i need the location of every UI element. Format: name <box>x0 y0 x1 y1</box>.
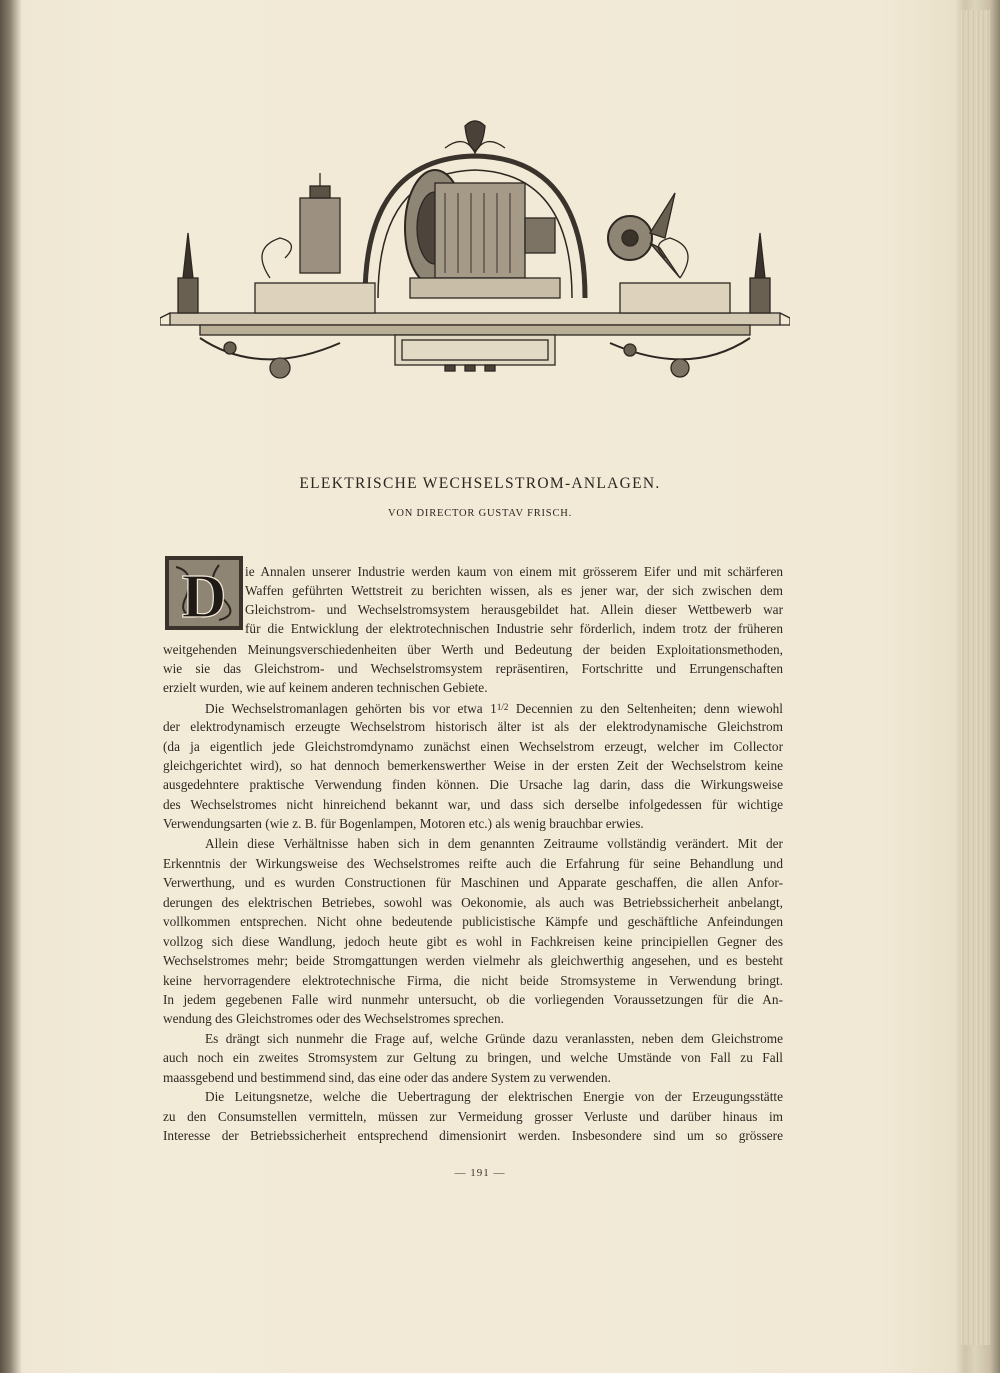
text-line <box>205 699 783 717</box>
article-title: ELEKTRISCHE WECHSELSTROM-ANLAGEN. <box>299 475 661 492</box>
text-line: weitgehenden Meinungsverschiedenheiten über Werth und Bedeutung der beiden Exploitationsmethoden, <box>163 642 783 657</box>
text-line: In jedem gegebenen Falle wird nunmehr untersucht, ob die vorliegenden Voraussetzungen für die An- <box>163 992 783 1007</box>
text-line: maassgebend und bestimmend sind, das eine oder das andere System zu verwenden. <box>163 1070 611 1085</box>
text-line: ie Annalen unserer Industrie werden kaum von einem mit grösserem Eifer und mit schärferen <box>245 564 783 579</box>
page-edge <box>960 10 990 1345</box>
text-line: des Wechselstromes nicht hinreichend bekannt war, und dass sich derselbe infolgedessen für wichtige <box>163 797 783 812</box>
text-line: Die Leitungsnetze, welche die Uebertragung der elektrischen Energie von der Erzeugungsstätte <box>205 1089 783 1104</box>
fraction: 1/2 <box>496 702 509 712</box>
article-author: VON DIRECTOR GUSTAV FRISCH. <box>387 508 573 519</box>
text-line: Gleichstrom- und Wechselstromsystem herausgebildet hat. Allein dieser Wettbewerb war <box>245 602 783 617</box>
text-line: Verwendungsarten (wie z. B. für Bogenlampen, Motoren etc.) als wenig brauchbar erwies. <box>163 816 644 831</box>
text-line: erzielt wurden, wie auf keinem anderen technischen Gebiete. <box>163 680 488 695</box>
ornamental-header-illustration <box>160 118 790 403</box>
text-segment: Die Wechselstromanlagen gehörten bis vor etwa 1 <box>205 701 497 716</box>
text-line: Verwerthung, und es wurden Constructionen für Maschinen und Apparate geschaffen, die allen Anfor- <box>163 875 783 890</box>
text-line: Allein diese Verhältnisse haben sich in dem genannten Zeitraume vollständig verändert. Mit der <box>205 836 783 851</box>
text-line: keine hervorragendere elektrotechnische Firma, die nicht beide Stromsysteme in Verwendung bringt. <box>163 973 783 988</box>
text-line: für die Entwicklung der elektrotechnischen Industrie sehr förderlich, indem trotz der früheren <box>245 621 783 636</box>
text-segment: Decennien zu den Seltenheiten; denn wiewohl <box>515 701 783 716</box>
text-line: vollkommen entsprechen. Nicht ohne bedeutende publicistische Kämpfe und geschäftliche Anfeindungen <box>163 914 783 929</box>
drop-cap-letter: D <box>181 563 227 631</box>
text-line: Erkenntnis der Wirkungsweise des Wechselstromes reifte auch die Erfahrung für seine Behandlung und <box>163 856 783 871</box>
text-line: wendung des Gleichstromes oder des Wechselstromes sprechen. <box>163 1011 504 1026</box>
text-line: Es drängt sich nunmehr die Frage auf, welche Gründe dazu veranlassten, neben dem Gleichstrome <box>205 1031 783 1046</box>
text-line: derungen des elektrischen Betriebes, sowohl was Oekonomie, als auch was Betriebssicherheit anbelangt, <box>163 895 783 910</box>
page-number: — 191 — <box>454 1167 506 1179</box>
text-line: ausgedehntere praktische Verwendung finden können. Die Ursache lag darin, dass die Wirkungsweise <box>163 777 783 792</box>
text-line: vollzog sich diese Wandlung, jedoch heute gibt es wohl in Fachkreisen keine principiellen Gegner des <box>163 934 783 949</box>
text-line: wie sie das Gleichstrom- und Wechselstromsystem repräsentiren, Fortschritte und Errungenschaften <box>163 661 783 676</box>
decorated-initial <box>164 555 244 631</box>
text-line: auch noch ein zweites Stromsystem zur Geltung zu bringen, und welche Umstände von Fall zu Fall <box>163 1050 783 1065</box>
text-line: der elektrodynamisch erzeugte Wechselstrom historisch älter ist als der elektrodynamische Gleichstrom <box>163 719 783 734</box>
text-line: zu den Consumstellen vermitteln, müssen zur Vermeidung grosser Verluste und darüber hinaus im <box>163 1109 783 1124</box>
text-line: Interesse der Betriebssicherheit entsprechend dimensionirt werden. Insbesondere sind um so grössere <box>163 1128 783 1143</box>
text-line: Waffen geführten Wettstreit zu berichten wissen, als es jener war, der sich zwischen dem <box>245 583 783 598</box>
text-line: Wechselstromes mehr; beide Stromgattungen werden vielmehr als gleichwerthig angesehen, und es besteht <box>163 953 783 968</box>
text-line: gleichgerichtet wird), so hat dennoch bemerkenswerther Weise in der ersten Zeit der Wechselstrom keine <box>163 758 783 773</box>
text-line: (da ja eigentlich jede Gleichstromdynamo zunächst einen Wechselstrom erzeugt, welcher im Collector <box>163 739 783 754</box>
